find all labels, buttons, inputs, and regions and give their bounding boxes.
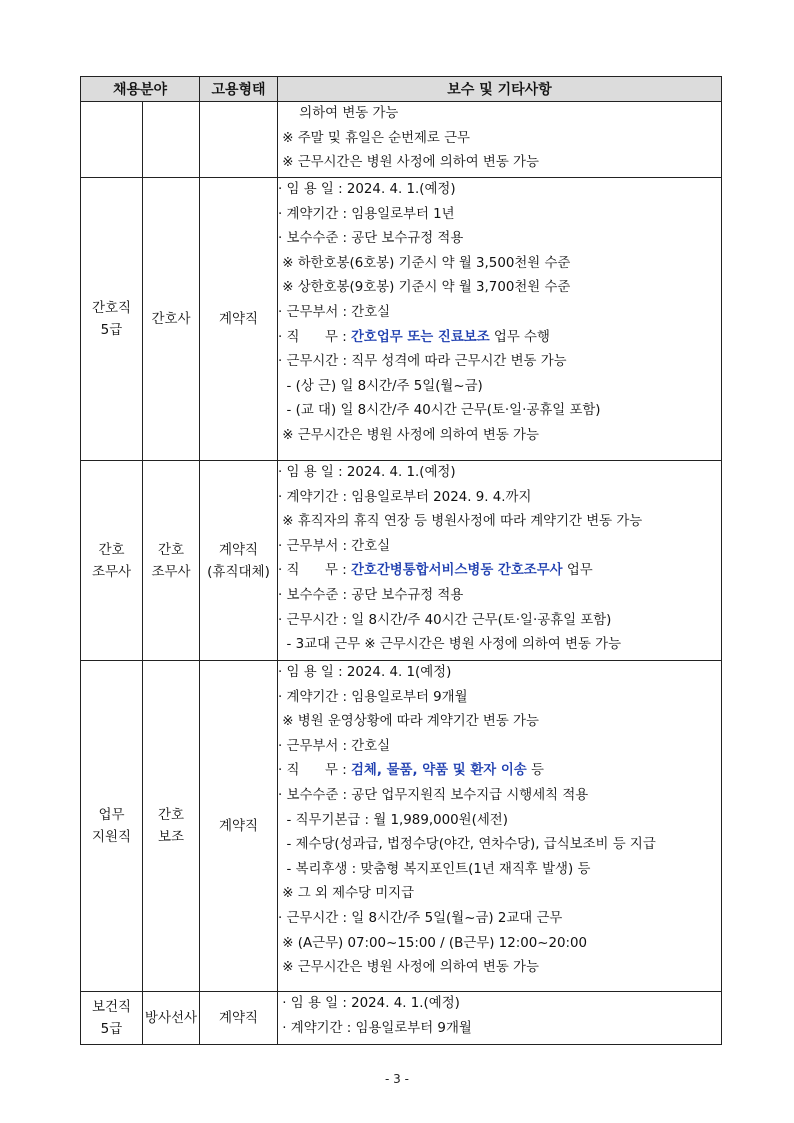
detail-line [278, 424, 721, 449]
category-cell [81, 461, 143, 661]
employment-cell [200, 102, 278, 178]
job-cell-text: 간호사 [151, 311, 191, 327]
detail-text: - 제수당(성과급, 법정수당(야간, 연차수당), 급식보조비 등 지급 [278, 837, 656, 853]
detail-text: - 복리후생 : 맞춤형 복지포인트(1년 재직후 발생) 등 [278, 861, 591, 877]
table-row [81, 461, 722, 661]
detail-line [278, 882, 721, 907]
category-cell-text: 간호 조무사 [91, 541, 132, 580]
detail-text: · 근무시간 : 직무 성격에 따라 근무시간 변동 가능 [278, 354, 567, 370]
details-cell [278, 661, 722, 992]
detail-line [278, 461, 721, 486]
detail-text: · 임 용 일 : 2024. 4. 1.(예정) [278, 996, 460, 1011]
highlighted-duty-text: 검체, 물품, 약품 및 환자 이송 [350, 763, 527, 779]
detail-text: ※ 그 외 제수당 미지급 [278, 886, 415, 902]
employment-cell [200, 178, 278, 461]
detail-line [278, 151, 721, 176]
detail-line [278, 584, 721, 609]
detail-line [278, 833, 721, 858]
detail-line [278, 956, 721, 981]
detail-line [278, 809, 721, 834]
detail-text: - (상 근) 일 8시간/주 5일(월~금) [278, 378, 483, 394]
detail-text: 업무 수행 [489, 329, 550, 345]
detail-text: ※ 상한호봉(9호봉) 기준시 약 월 3,700천원 수준 [278, 280, 571, 296]
employment-cell-text: 계약직 [218, 311, 259, 327]
details-cell [278, 102, 722, 178]
detail-line [278, 178, 721, 203]
detail-text: · 직 무 : [278, 763, 351, 779]
detail-line [278, 127, 721, 152]
detail-line [278, 784, 721, 809]
detail-line [278, 1017, 721, 1042]
detail-text: · 근무부서 : 간호실 [278, 304, 391, 320]
detail-line [278, 559, 721, 584]
detail-text: · 근무부서 : 간호실 [278, 738, 391, 754]
detail-line [278, 510, 721, 535]
employment-cell-text: 계약직 [218, 818, 259, 834]
employment-cell-text: 계약직 (휴직대체) [207, 541, 270, 580]
detail-text: ※ 병원 운영상황에 따라 계약기간 변동 가능 [278, 714, 539, 730]
detail-line [278, 326, 721, 351]
detail-line [278, 661, 721, 686]
employment-cell [200, 461, 278, 661]
detail-text: · 계약기간 : 임용일로부터 9개월 [278, 1020, 472, 1036]
detail-text: · 임 용 일 : 2024. 4. 1.(예정) [278, 182, 456, 197]
job-cell-text: 방사선사 [144, 1010, 198, 1026]
detail-text: 의하여 변동 가능 [278, 106, 399, 121]
detail-text: · 계약기간 : 임용일로부터 9개월 [278, 689, 468, 705]
detail-text: · 근무부서 : 간호실 [278, 538, 391, 554]
category-cell [81, 178, 143, 461]
detail-text: · 근무시간 : 일 8시간/주 40시간 근무(토·일·공휴일 포함) [278, 612, 612, 628]
employment-cell [200, 661, 278, 992]
table-header [81, 77, 722, 102]
detail-line [278, 735, 721, 760]
category-cell-text: 보건직 5급 [91, 999, 132, 1037]
job-cell [143, 461, 200, 661]
table-row [81, 178, 722, 461]
detail-text: · 보수수준 : 공단 업무지원직 보수지급 시행세칙 적용 [278, 787, 589, 803]
detail-line [278, 535, 721, 560]
detail-line [278, 350, 721, 375]
detail-text: ※ 근무시간은 병원 사정에 의하여 변동 가능 [278, 155, 539, 171]
detail-line [278, 486, 721, 511]
highlighted-duty-text: 간호간병통합서비스병동 간호조무사 [350, 563, 563, 579]
detail-line [278, 375, 721, 400]
table-body [81, 102, 722, 1045]
employment-cell [200, 992, 278, 1045]
header-employment: 고용형태 [200, 77, 278, 102]
detail-text: · 계약기간 : 임용일로부터 2024. 9. 4.까지 [278, 489, 532, 505]
category-cell [81, 661, 143, 992]
detail-line [278, 932, 721, 957]
table-row [81, 102, 722, 178]
detail-line [278, 710, 721, 735]
detail-line [278, 252, 721, 277]
header-details: 보수 및 기타사항 [278, 77, 722, 102]
detail-text: · 직 무 : [278, 563, 351, 579]
detail-line [278, 276, 721, 301]
detail-text: - 3교대 근무 ※ 근무시간은 병원 사정에 의하여 변동 가능 [278, 637, 622, 653]
detail-text: - (교 대) 일 8시간/주 40시간 근무(토·일·공휴일 포함) [278, 403, 601, 419]
details-cell [278, 461, 722, 661]
header-field: 채용분야 [81, 77, 200, 102]
detail-line [278, 227, 721, 252]
details-cell [278, 178, 722, 461]
details-cell [278, 992, 722, 1045]
detail-text: 업무 [562, 563, 593, 579]
detail-text: · 보수수준 : 공단 보수규정 적용 [278, 587, 464, 603]
detail-text: · 임 용 일 : 2024. 4. 1.(예정) [278, 465, 456, 480]
job-cell [143, 992, 200, 1045]
category-cell [81, 102, 143, 178]
detail-line [278, 858, 721, 883]
detail-text: - 직무기본급 : 월 1,989,000원(세전) [278, 812, 508, 828]
employment-cell-text: 계약직 [218, 1010, 259, 1026]
job-cell [143, 102, 200, 178]
detail-text: · 임 용 일 : 2024. 4. 1(예정) [278, 665, 452, 680]
job-cell-text: 간호 보조 [157, 807, 185, 845]
table-row [81, 992, 722, 1045]
detail-line [278, 399, 721, 424]
detail-line [278, 102, 721, 127]
highlighted-duty-text: 간호업무 또는 진료보조 [350, 329, 490, 345]
category-cell [81, 992, 143, 1045]
detail-line [278, 907, 721, 932]
detail-line [278, 633, 721, 658]
detail-line [278, 609, 721, 634]
table-row [81, 661, 722, 992]
detail-text: ※ 하한호봉(6호봉) 기준시 약 월 3,500천원 수준 [278, 255, 571, 271]
job-cell [143, 178, 200, 461]
detail-text: ※ 근무시간은 병원 사정에 의하여 변동 가능 [278, 960, 539, 976]
detail-text: ※ 주말 및 휴일은 순번제로 근무 [278, 130, 470, 146]
detail-text: 등 [526, 763, 544, 779]
category-cell-text: 업무 지원직 [91, 807, 132, 845]
detail-text: · 보수수준 : 공단 보수규정 적용 [278, 231, 464, 247]
category-cell-text: 간호직 5급 [91, 300, 132, 338]
detail-line [278, 992, 721, 1017]
detail-text: · 근무시간 : 일 8시간/주 5일(월~금) 2교대 근무 [278, 910, 563, 926]
detail-line [278, 686, 721, 711]
detail-line [278, 203, 721, 228]
job-cell [143, 661, 200, 992]
detail-line [278, 759, 721, 784]
detail-text: ※ 근무시간은 병원 사정에 의하여 변동 가능 [278, 427, 539, 443]
job-cell-text: 간호 조무사 [151, 541, 191, 580]
page-number: - 3 - [385, 1072, 409, 1086]
detail-text: · 직 무 : [278, 329, 351, 345]
detail-line [278, 301, 721, 326]
recruitment-table [80, 76, 722, 1045]
detail-text: ※ (A근무) 07:00~15:00 / (B근무) 12:00~20:00 [278, 935, 588, 951]
detail-text: ※ 휴직자의 휴직 연장 등 병원사정에 따라 계약기간 변동 가능 [278, 514, 643, 530]
detail-text: · 계약기간 : 임용일로부터 1년 [278, 206, 455, 222]
